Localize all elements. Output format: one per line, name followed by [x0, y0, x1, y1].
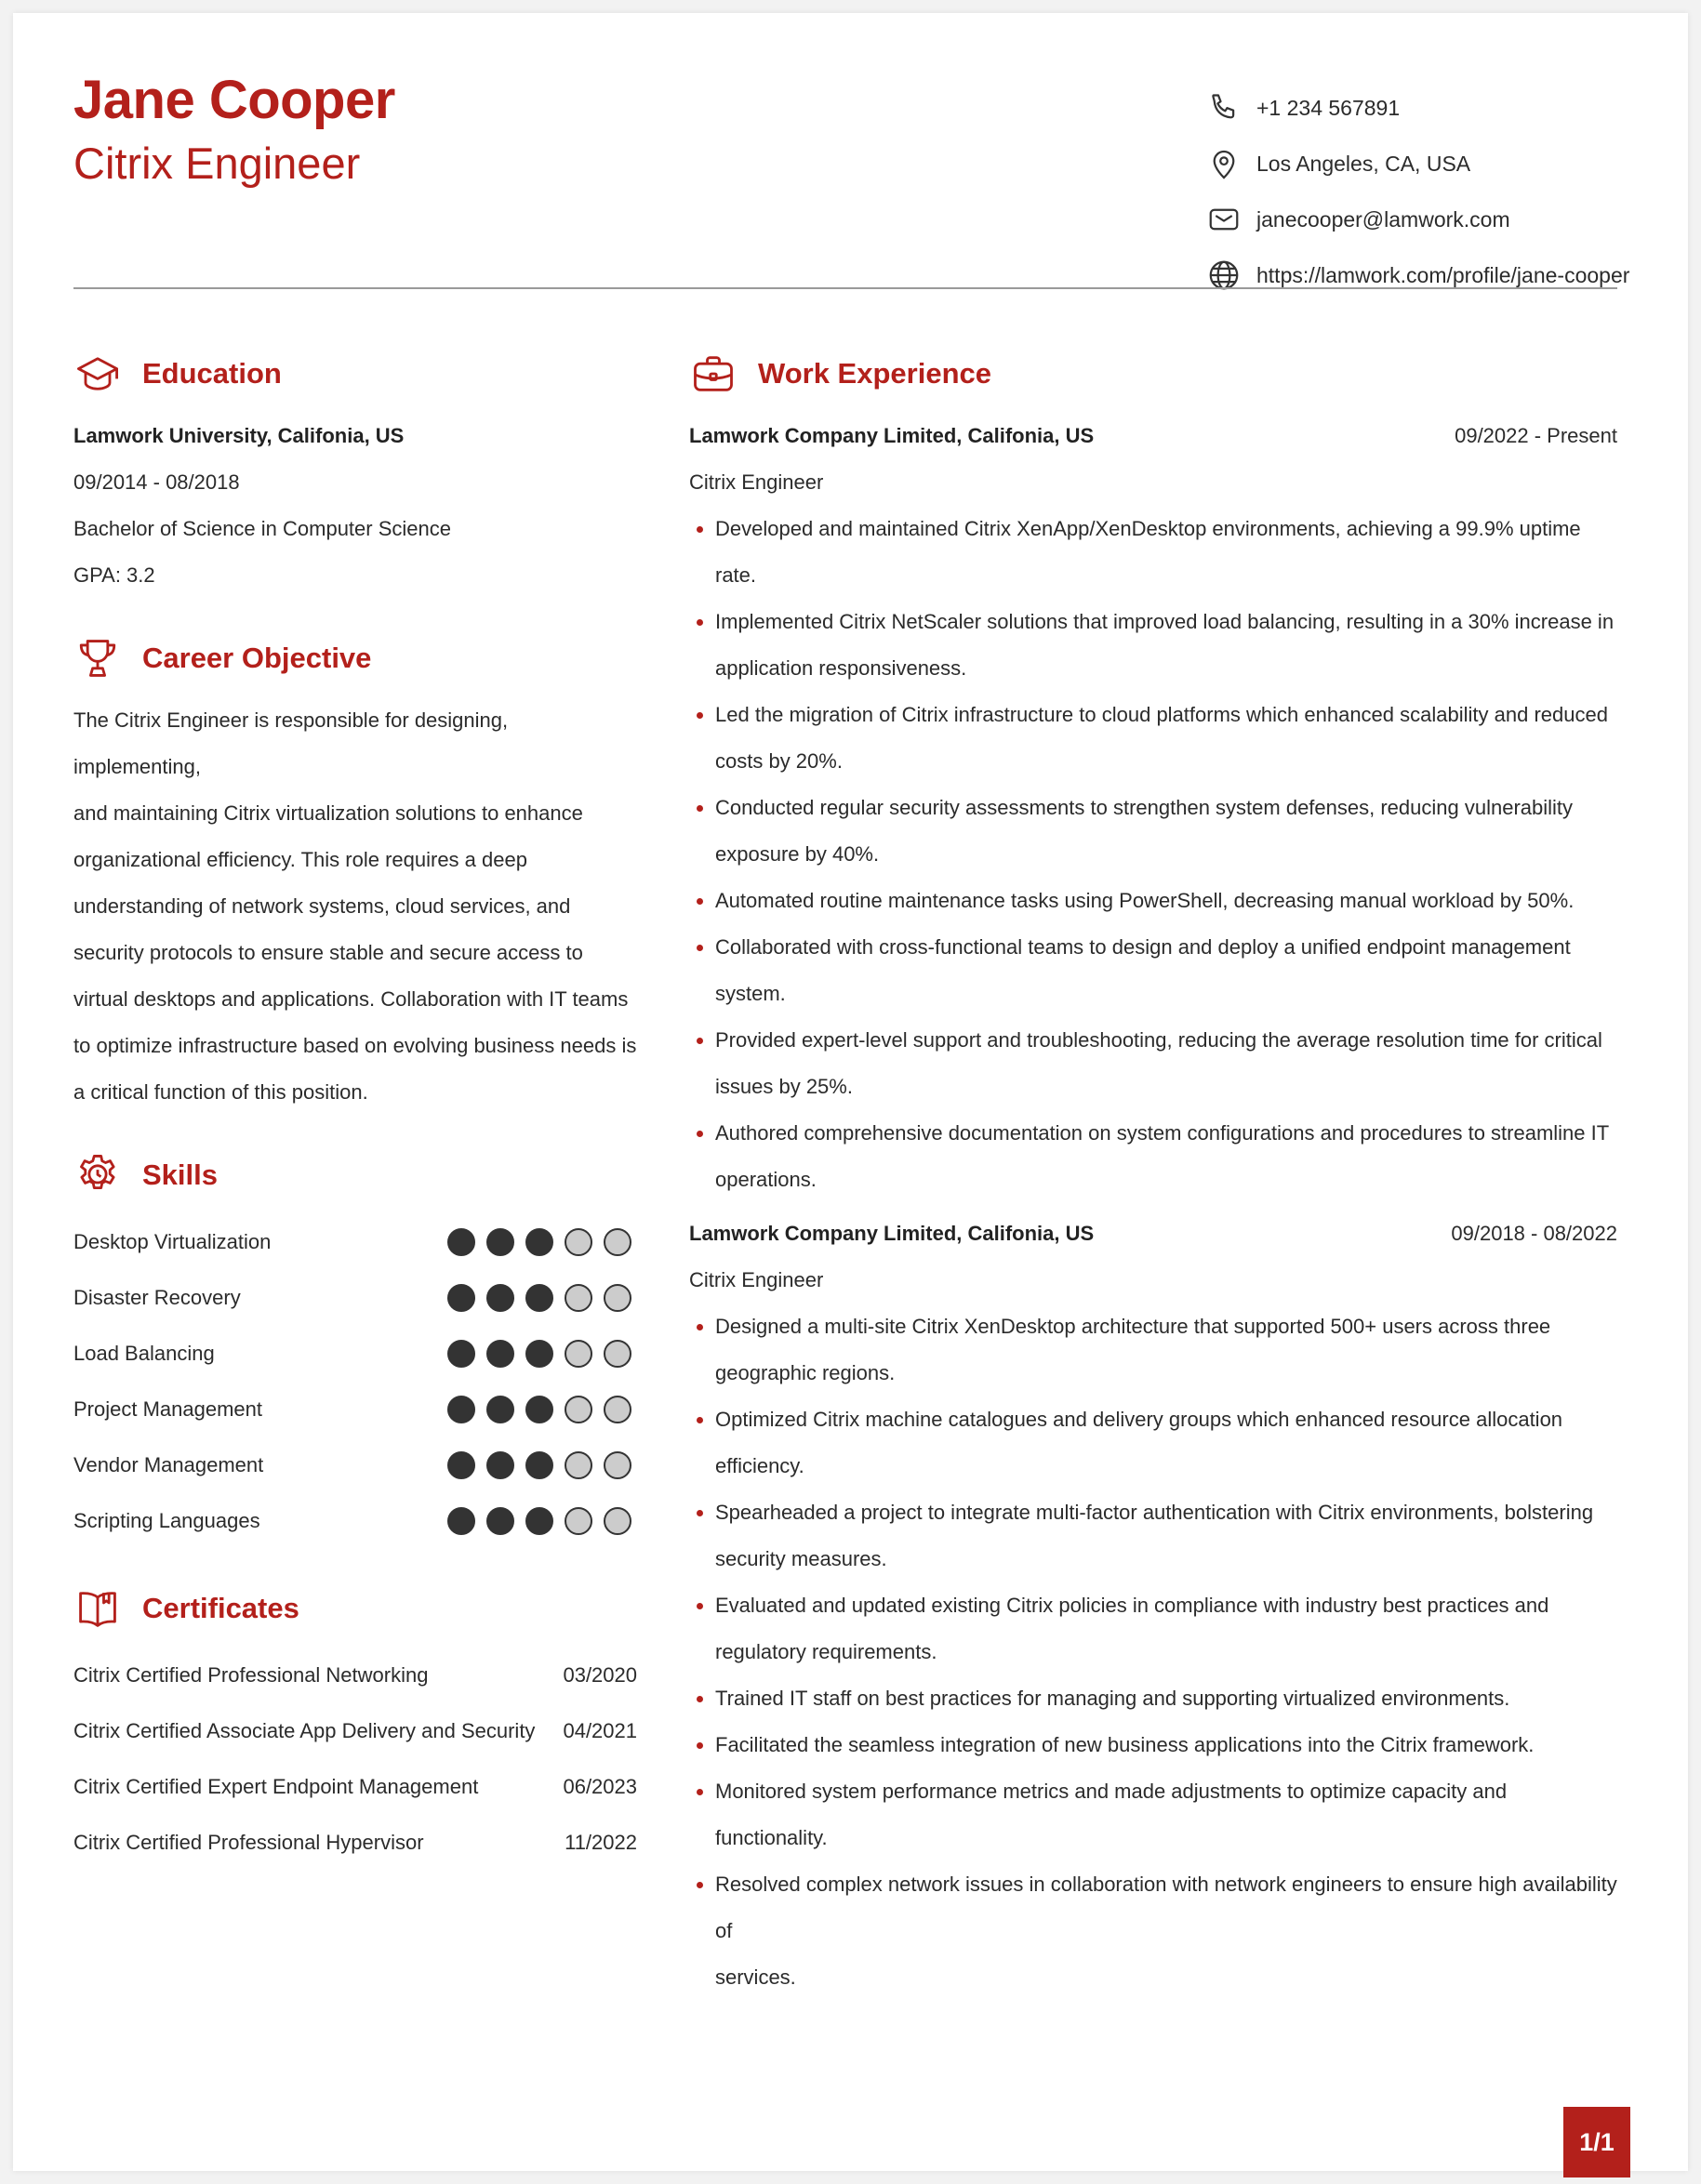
rating-dot-empty: [604, 1507, 631, 1535]
location-pin-icon: [1206, 146, 1242, 181]
rating-dot-filled: [486, 1340, 514, 1368]
job-dates: 09/2022 - Present: [1455, 424, 1617, 447]
job-bullet: [715, 1017, 1617, 1110]
skill-rating: [447, 1507, 631, 1535]
certificate-name: Citrix Certified Professional Networking: [73, 1663, 429, 1687]
rating-dot-filled: [486, 1507, 514, 1535]
job-bullet-line: Automated routine maintenance tasks using PowerShell, decreasing manual workload by 50%.: [715, 889, 1575, 912]
page-indicator: 1/1: [1563, 2107, 1630, 2177]
skill-row: [73, 1493, 637, 1549]
skill-name: Vendor Management: [73, 1453, 264, 1476]
rating-dot-filled: [486, 1396, 514, 1423]
skill-rating: [447, 1340, 631, 1368]
job-bullet: [715, 1110, 1617, 1203]
education-dates: 09/2014 - 08/2018: [73, 470, 240, 494]
rating-dot-filled: [447, 1228, 475, 1256]
job-bullet: [715, 785, 1617, 878]
skill-rating: [447, 1228, 631, 1256]
objective-line: understanding of network systems, cloud services, and: [73, 894, 571, 918]
job-bullet-line: application responsiveness.: [715, 656, 967, 680]
job-bullet-line: Provided expert-level support and troubleshooting, reducing the average resolution time for critical: [715, 1028, 1602, 1052]
rating-dot-empty: [565, 1396, 592, 1423]
rating-dot-empty: [565, 1228, 592, 1256]
contact-website[interactable]: [1206, 247, 1643, 303]
rating-dot-filled: [525, 1228, 553, 1256]
certificate-date: 03/2020: [563, 1663, 637, 1687]
candidate-name: Jane Cooper: [73, 70, 395, 130]
skill-row: [73, 1382, 637, 1437]
candidate-role: Citrix Engineer: [73, 139, 361, 188]
work-title: Work Experience: [758, 357, 991, 390]
skill-row: [73, 1326, 637, 1382]
job-header: [689, 1211, 1617, 1257]
jobs-list: [689, 413, 1617, 2001]
job-bullet-line: Spearheaded a project to integrate multi-factor authentication with Citrix environments, bolstering: [715, 1501, 1594, 1524]
rating-dot-empty: [565, 1451, 592, 1479]
job-header: [689, 413, 1617, 459]
job-bullet: [715, 506, 1617, 599]
rating-dot-empty: [604, 1284, 631, 1312]
skill-name: Scripting Languages: [73, 1509, 260, 1532]
skills-header: [73, 1149, 637, 1201]
rating-dot-empty: [604, 1228, 631, 1256]
trophy-icon: [73, 634, 122, 682]
job-bullet: [715, 1489, 1617, 1582]
job-bullet: [715, 599, 1617, 692]
certificate-date: 06/2023: [563, 1775, 637, 1798]
job-entry: [689, 413, 1617, 1203]
job-bullet: [715, 1722, 1617, 1768]
job-entry: [689, 1211, 1617, 2001]
rating-dot-filled: [486, 1451, 514, 1479]
job-bullet: [715, 1768, 1617, 1861]
education-section: [73, 348, 637, 599]
job-bullet-line: Trained IT staff on best practices for managing and supporting virtualized environments.: [715, 1687, 1510, 1710]
certificates-title: Certificates: [142, 1592, 299, 1624]
job-bullet-line: Led the migration of Citrix infrastructure to cloud platforms which enhanced scalability and reduced: [715, 703, 1608, 726]
skill-name: Desktop Virtualization: [73, 1230, 272, 1253]
objective-title: Career Objective: [142, 642, 372, 674]
resume-page: [13, 13, 1688, 2171]
work-section: [689, 348, 1617, 2001]
rating-dot-filled: [525, 1396, 553, 1423]
rating-dot-filled: [447, 1396, 475, 1423]
objective-section: [73, 632, 637, 1116]
certificate-name: Citrix Certified Expert Endpoint Management: [73, 1775, 479, 1798]
skill-rating: [447, 1396, 631, 1423]
header-divider: [73, 287, 1617, 289]
rating-dot-filled: [447, 1507, 475, 1535]
rating-dot-filled: [447, 1451, 475, 1479]
right-column: [689, 348, 1617, 2001]
job-bullets: [689, 1304, 1617, 2001]
job-bullet-line: Facilitated the seamless integration of new business applications into the Citrix framework.: [715, 1733, 1535, 1756]
skills-list: [73, 1214, 637, 1549]
job-position: Citrix Engineer: [689, 1268, 824, 1291]
certificate-date: 11/2022: [565, 1831, 637, 1854]
rating-dot-filled: [486, 1284, 514, 1312]
objective-text: [73, 697, 637, 1116]
contact-website-text[interactable]: https://lamwork.com/profile/jane-cooper: [1256, 262, 1630, 287]
objective-line: virtual desktops and applications. Collaboration with IT teams: [73, 987, 629, 1011]
job-bullet-line: issues by 25%.: [715, 1075, 853, 1098]
certificate-row: [73, 1759, 637, 1815]
job-bullet-line: Optimized Citrix machine catalogues and delivery groups which enhanced resource allocation: [715, 1408, 1563, 1431]
skills-title: Skills: [142, 1158, 218, 1191]
skill-row: [73, 1437, 637, 1493]
certificate-row: [73, 1703, 637, 1759]
education-gpa: GPA: 3.2: [73, 563, 155, 587]
job-position: Citrix Engineer: [689, 470, 824, 494]
book-icon: [73, 1584, 122, 1633]
rating-dot-filled: [525, 1451, 553, 1479]
job-bullet: [715, 1861, 1617, 2001]
rating-dot-empty: [604, 1451, 631, 1479]
left-column: [73, 348, 637, 1871]
job-bullet: [715, 1396, 1617, 1489]
phone-icon: [1206, 90, 1242, 126]
certificate-row: [73, 1815, 637, 1871]
briefcase-icon: [689, 350, 738, 398]
job-bullet-line: Designed a multi-site Citrix XenDesktop architecture that supported 500+ users across three: [715, 1315, 1551, 1338]
job-bullet-line: Evaluated and updated existing Citrix policies in compliance with industry best practices and: [715, 1594, 1549, 1617]
job-company: Lamwork Company Limited, Califonia, US: [689, 1222, 1095, 1245]
job-company: Lamwork Company Limited, Califonia, US: [689, 424, 1095, 447]
rating-dot-empty: [604, 1396, 631, 1423]
job-bullet-line: exposure by 40%.: [715, 842, 880, 866]
job-bullet-line: geographic regions.: [715, 1361, 896, 1384]
job-bullet-line: Developed and maintained Citrix XenApp/XenDesktop environments, achieving a 99.9% uptime rate.: [715, 517, 1581, 587]
certificates-section: [73, 1582, 637, 1871]
objective-line: and maintaining Citrix virtualization solutions to enhance: [73, 801, 583, 825]
skills-section: [73, 1149, 637, 1549]
work-header: [689, 348, 1617, 400]
job-bullet: [715, 692, 1617, 785]
job-bullet-line: Collaborated with cross-functional teams to design and deploy a unified endpoint management: [715, 935, 1571, 959]
contact-location: [1206, 136, 1643, 192]
rating-dot-filled: [447, 1284, 475, 1312]
job-bullet: [715, 924, 1617, 1017]
graduation-cap-icon: [73, 350, 122, 398]
rating-dot-filled: [486, 1228, 514, 1256]
certificate-name: Citrix Certified Associate App Delivery and Security: [73, 1719, 536, 1742]
job-bullet-line: Resolved complex network issues in collaboration with network engineers to ensure high availability of: [715, 1873, 1617, 1942]
contact-email-text[interactable]: janecooper@lamwork.com: [1256, 206, 1510, 232]
job-bullet-line: security measures.: [715, 1547, 887, 1570]
job-bullet-line: services.: [715, 1966, 796, 1989]
skill-name: Disaster Recovery: [73, 1286, 241, 1309]
contact-email[interactable]: [1206, 192, 1643, 247]
skill-rating: [447, 1451, 631, 1479]
job-bullet-line: regulatory requirements.: [715, 1640, 937, 1663]
job-bullet-line: Implemented Citrix NetScaler solutions that improved load balancing, resulting in a 30% increase in: [715, 610, 1615, 633]
certificate-name: Citrix Certified Professional Hypervisor: [73, 1831, 424, 1854]
certificates-header: [73, 1582, 637, 1635]
rating-dot-empty: [565, 1507, 592, 1535]
rating-dot-filled: [525, 1340, 553, 1368]
contact-location-text: Los Angeles, CA, USA: [1256, 151, 1471, 176]
job-bullets: [689, 506, 1617, 1203]
job-bullet-line: efficiency.: [715, 1454, 804, 1477]
skill-rating: [447, 1284, 631, 1312]
job-bullet: [715, 1675, 1617, 1722]
skill-name: Project Management: [73, 1397, 262, 1421]
contact-phone: [1206, 80, 1643, 136]
skill-row: [73, 1214, 637, 1270]
rating-dot-filled: [525, 1507, 553, 1535]
job-bullet: [715, 1582, 1617, 1675]
objective-line: a critical function of this position.: [73, 1080, 368, 1104]
job-bullet-line: costs by 20%.: [715, 749, 843, 773]
contact-list: [1206, 80, 1643, 303]
gear-icon: [73, 1151, 122, 1199]
rating-dot-empty: [565, 1340, 592, 1368]
contact-phone-text: +1 234 567891: [1256, 95, 1401, 120]
objective-header: [73, 632, 637, 684]
job-dates: 09/2018 - 08/2022: [1451, 1222, 1617, 1245]
skill-name: Load Balancing: [73, 1342, 215, 1365]
job-bullet: [715, 878, 1617, 924]
job-bullet: [715, 1304, 1617, 1396]
education-school: Lamwork University, Califonia, US: [73, 424, 405, 447]
objective-line: The Citrix Engineer is responsible for designing, implementing,: [73, 708, 509, 778]
mail-icon: [1206, 202, 1242, 237]
job-bullet-line: Authored comprehensive documentation on system configurations and procedures to streamline IT: [715, 1121, 1610, 1145]
education-title: Education: [142, 357, 282, 390]
job-bullet-line: Monitored system performance metrics and made adjustments to optimize capacity and functionality.: [715, 1780, 1508, 1849]
rating-dot-empty: [565, 1284, 592, 1312]
objective-line: security protocols to ensure stable and secure access to: [73, 941, 583, 964]
job-bullet-line: Conducted regular security assessments to strengthen system defenses, reducing vulnerability: [715, 796, 1574, 819]
job-bullet-line: operations.: [715, 1168, 817, 1191]
education-header: [73, 348, 637, 400]
rating-dot-filled: [525, 1284, 553, 1312]
objective-line: to optimize infrastructure based on evolving business needs is: [73, 1034, 637, 1057]
skill-row: [73, 1270, 637, 1326]
rating-dot-filled: [447, 1340, 475, 1368]
job-bullet-line: system.: [715, 982, 786, 1005]
objective-line: organizational efficiency. This role requires a deep: [73, 848, 527, 871]
education-degree: Bachelor of Science in Computer Science: [73, 517, 451, 540]
certificate-row: [73, 1648, 637, 1703]
rating-dot-empty: [604, 1340, 631, 1368]
certificate-date: 04/2021: [563, 1719, 637, 1742]
